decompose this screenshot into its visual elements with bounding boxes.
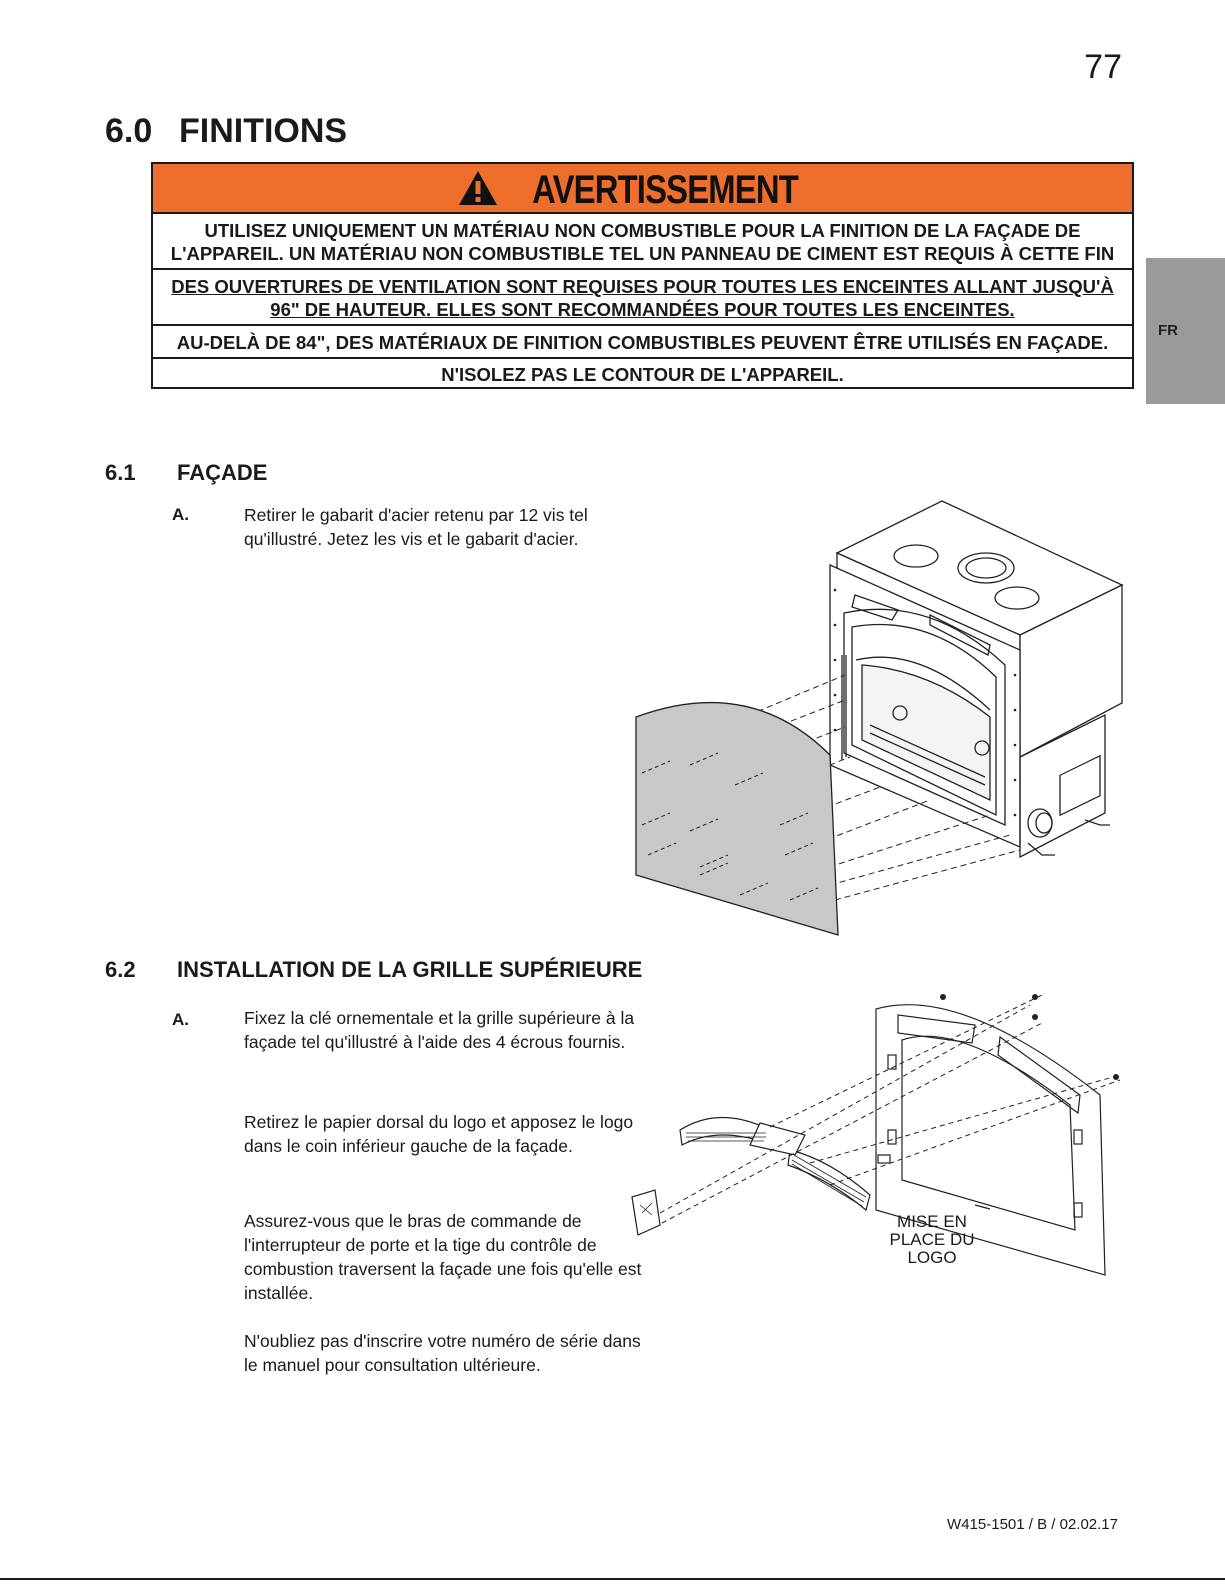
logo-placement-label-line3: LOGO (907, 1248, 957, 1267)
bottom-rule (0, 1578, 1225, 1580)
warning-row-2 (153, 270, 1132, 326)
language-tab-label: FR (1158, 322, 1178, 339)
logo-placement-label-line2: PLACE DU (889, 1230, 975, 1249)
step-paragraph-4: N'oubliez pas d'inscrire votre numéro de série dans le manuel pour consultation ultérieure. (244, 1331, 641, 1375)
fireplace-template-figure (630, 495, 1150, 955)
warning-header (153, 164, 1132, 214)
warning-row-4: N'ISOLEZ PAS LE CONTOUR DE L'APPAREIL. (441, 364, 844, 385)
subsection-title-6-2 (105, 957, 642, 983)
warning-row-1: UTILISEZ UNIQUEMENT UN MATÉRIAU NON COMBUSTIBLE POUR LA FINITION DE LA FAÇADE DE L'APPAREIL. UN MATÉRIAU NON COMBUSTIBLE TEL UN PANNEAU DE CIMENT EST REQUIS À CETTE FIN (153, 214, 1132, 270)
subsection-title-text: FAÇADE (177, 460, 268, 485)
warning-triangle-icon (458, 170, 498, 211)
page-number: 77 (1084, 48, 1122, 86)
section-title (105, 112, 347, 151)
document-code: W415-1501 / B / 02.02.17 (947, 1516, 1118, 1533)
section-title-text: FINITIONS (179, 112, 348, 150)
grille-installation-figure (630, 985, 1140, 1285)
step-paragraph-2: Retirez le papier dorsal du logo et apposez le logo dans le coin inférieur gauche de la façade. (244, 1112, 634, 1156)
logo-placement-label-line1: MISE EN (897, 1212, 967, 1231)
subsection-title-6-1 (105, 460, 267, 486)
step-letter: A. (172, 505, 189, 524)
subsection-number: 6.2 (105, 957, 136, 982)
step-text: Retirer le gabarit d'acier retenu par 12 vis tel qu'illustré. Jetez les vis et le gabarit d'acier. (244, 505, 588, 549)
step-letter: A. (172, 1010, 189, 1029)
warning-row-3: AU-DELÀ DE 84", DES MATÉRIAUX DE FINITION COMBUSTIBLES PEUVENT ÊTRE UTILISÉS EN FAÇADE. (153, 326, 1132, 359)
step-paragraph-1: Fixez la clé ornementale et la grille supérieure à la façade tel qu'illustré à l'aide des 4 écrous fournis. (244, 1008, 635, 1052)
warning-row-2-text: DES OUVERTURES DE VENTILATION SONT REQUISES POUR TOUTES LES ENCEINTES ALLANT JUSQU'À 96" DE HAUTEUR. ELLES SONT RECOMMANDÉES POUR TOUTES LES ENCEINTES. (171, 276, 1114, 320)
section-number: 6.0 (105, 112, 153, 150)
step-paragraph-3: Assurez-vous que le bras de commande de l'interrupteur de porte et la tige du contrôle de combustion traversent la façade une fois qu'elle est installée. (244, 1211, 642, 1303)
language-tab (1146, 258, 1225, 404)
subsection-number: 6.1 (105, 460, 136, 485)
subsection-title-text: INSTALLATION DE LA GRILLE SUPÉRIEURE (177, 957, 643, 982)
warning-box (151, 162, 1134, 389)
warning-title: AVERTISSEMENT (531, 168, 798, 212)
